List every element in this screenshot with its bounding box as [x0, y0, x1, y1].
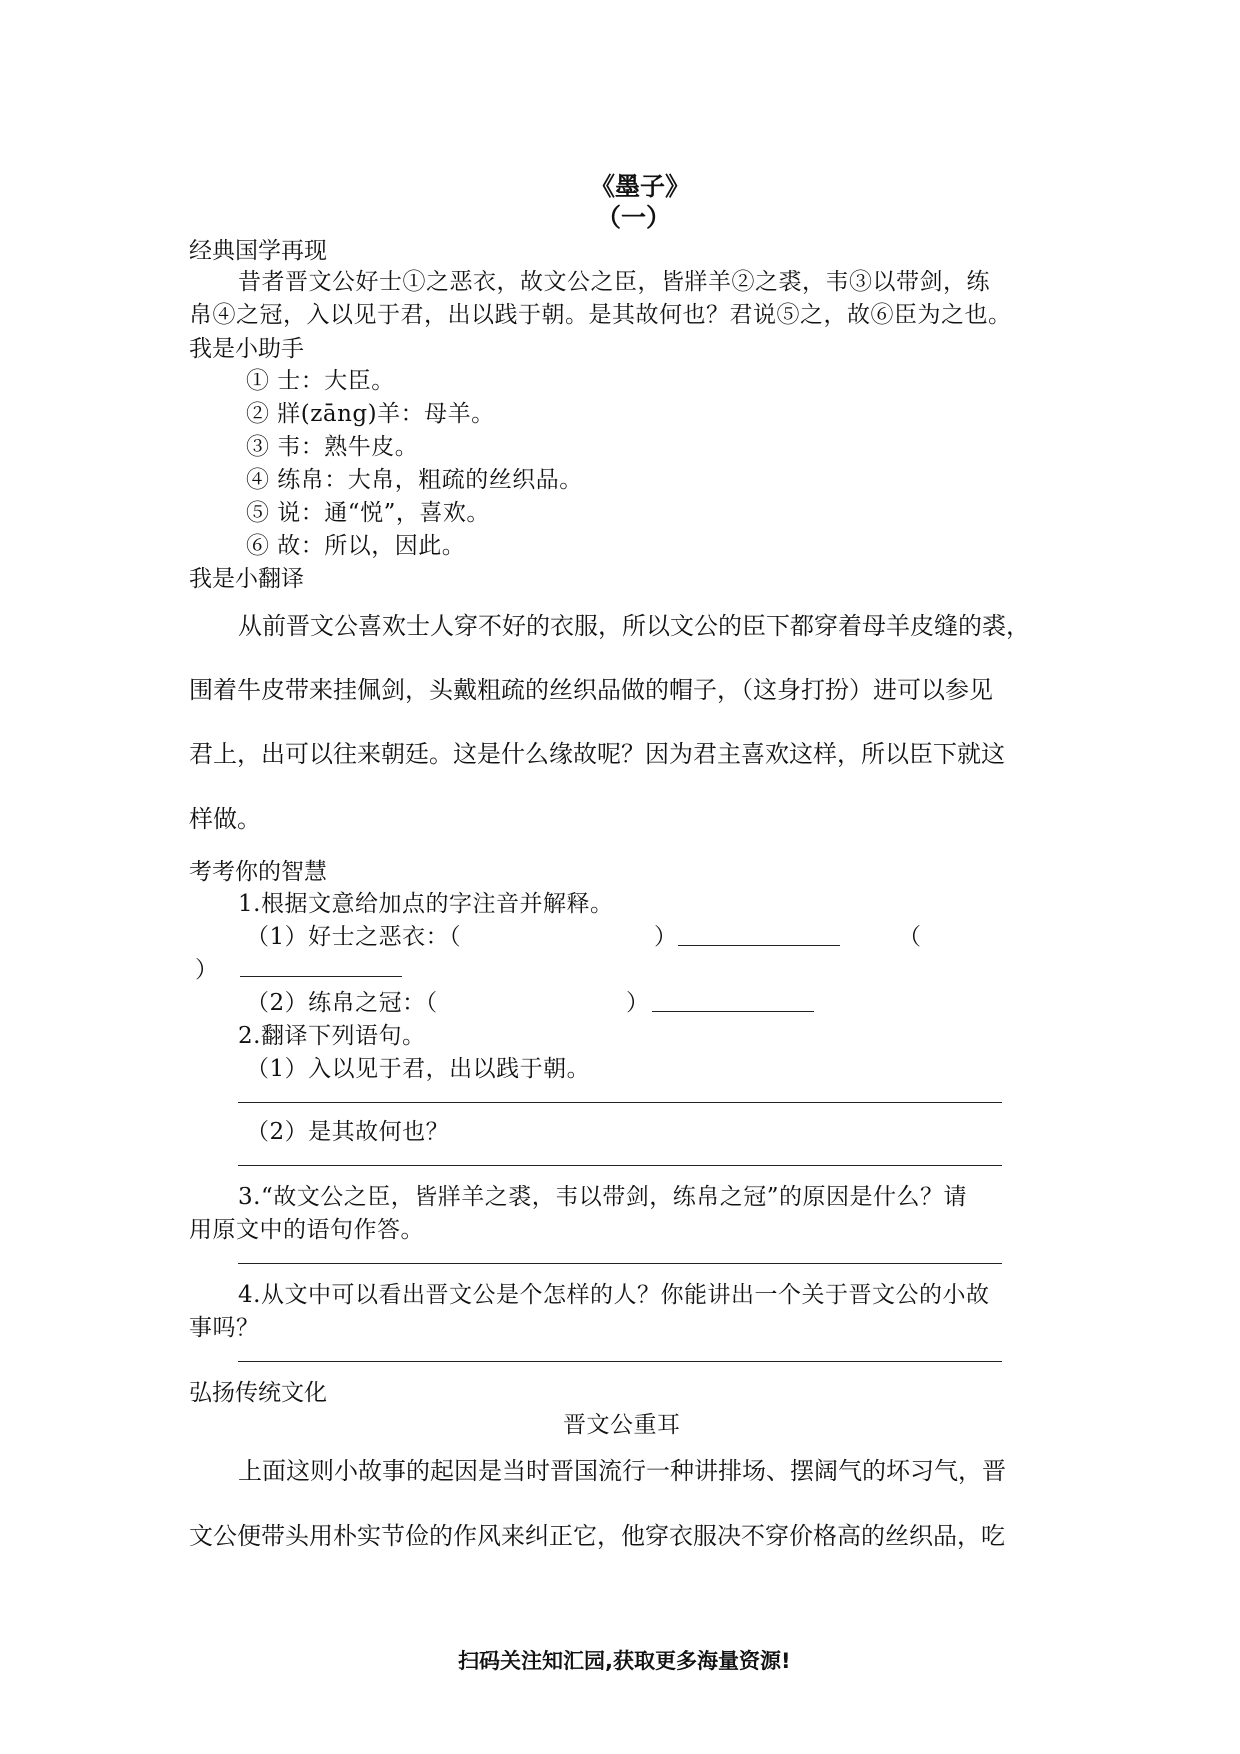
classic-text-line-2: 帛④之冠，入以见于君，出以践于朝。是其故何也？君说⑤之，故⑥臣为之也。 [189, 302, 1012, 328]
story-line-2: 文公便带头用朴实节俭的作风来纠正它，他穿衣服决不穿价格高的丝织品，吃 [189, 1522, 1005, 1550]
page-title: 《墨子》 [590, 172, 691, 201]
story-title: 晋文公重耳 [563, 1412, 681, 1438]
question-4-line-2: 事吗？ [189, 1315, 260, 1341]
page-subtitle: （一） [596, 203, 672, 232]
answer-blank[interactable] [240, 976, 402, 977]
paren-open: （ [898, 924, 922, 950]
section-heading-culture: 弘扬传统文化 [189, 1380, 327, 1406]
paren-close: ） [195, 957, 219, 983]
classic-text-line-1: 昔者晋文公好士①之恶衣，故文公之臣，皆牂羊②之裘，韦③以带剑，练 [238, 269, 990, 295]
answer-blank[interactable] [678, 945, 840, 946]
section-heading-quiz: 考考你的智慧 [189, 859, 327, 885]
translation-line-4: 样做。 [189, 805, 261, 833]
story-line-1: 上面这则小故事的起因是当时晋国流行一种讲排场、摆阔气的坏习气，晋 [238, 1457, 1006, 1485]
answer-blank[interactable] [652, 1011, 814, 1012]
answer-line[interactable] [238, 1263, 1002, 1264]
paren-close: ） [654, 924, 678, 950]
note-item: ⑥ 故：所以，因此。 [246, 533, 466, 559]
question-2-2: （2）是其故何也？ [246, 1119, 450, 1145]
answer-line[interactable] [238, 1102, 1002, 1103]
paren-close: ） [626, 990, 650, 1016]
translation-line-3: 君上，出可以往来朝廷。这是什么缘故呢？因为君主喜欢这样，所以臣下就这 [189, 740, 1005, 768]
note-item: ④ 练帛：大帛，粗疏的丝织品。 [246, 467, 583, 493]
section-heading-classic: 经典国学再现 [189, 238, 327, 264]
question-1-1: （1）好士之恶衣：（ [246, 924, 462, 950]
question-2: 2.翻译下列语句。 [238, 1023, 426, 1049]
question-3-line-2: 用原文中的语句作答。 [189, 1217, 424, 1243]
section-heading-helper: 我是小助手 [189, 336, 304, 362]
translation-line-2: 围着牛皮带来挂佩剑，头戴粗疏的丝织品做的帽子，（这身打扮）进可以参见 [189, 676, 993, 704]
question-3-line-1: 3.“故文公之臣，皆牂羊之裘，韦以带剑，练帛之冠”的原因是什么？请 [238, 1184, 967, 1210]
translation-line-1: 从前晋文公喜欢士人穿不好的衣服，所以文公的臣下都穿着母羊皮缝的裘， [238, 612, 1030, 640]
note-item: ⑤ 说：通“悦”，喜欢。 [246, 500, 490, 526]
question-4-line-1: 4.从文中可以看出晋文公是个怎样的人？你能讲出一个关于晋文公的小故 [238, 1282, 990, 1308]
footer-promo: 扫码关注知汇园,获取更多海量资源! [458, 1649, 791, 1673]
note-item: ③ 韦：熟牛皮。 [246, 434, 419, 460]
note-item: ② 牂(zāng)羊：母羊。 [246, 401, 495, 427]
note-item: ① 士：大臣。 [246, 368, 395, 394]
question-2-1: （1）入以见于君，出以践于朝。 [246, 1056, 591, 1082]
question-1-2: （2）练帛之冠：（ [246, 990, 438, 1016]
answer-line[interactable] [238, 1165, 1002, 1166]
answer-line[interactable] [238, 1361, 1002, 1362]
section-heading-translate: 我是小翻译 [189, 566, 304, 592]
question-1: 1.根据文意给加点的字注音并解释。 [238, 891, 614, 917]
